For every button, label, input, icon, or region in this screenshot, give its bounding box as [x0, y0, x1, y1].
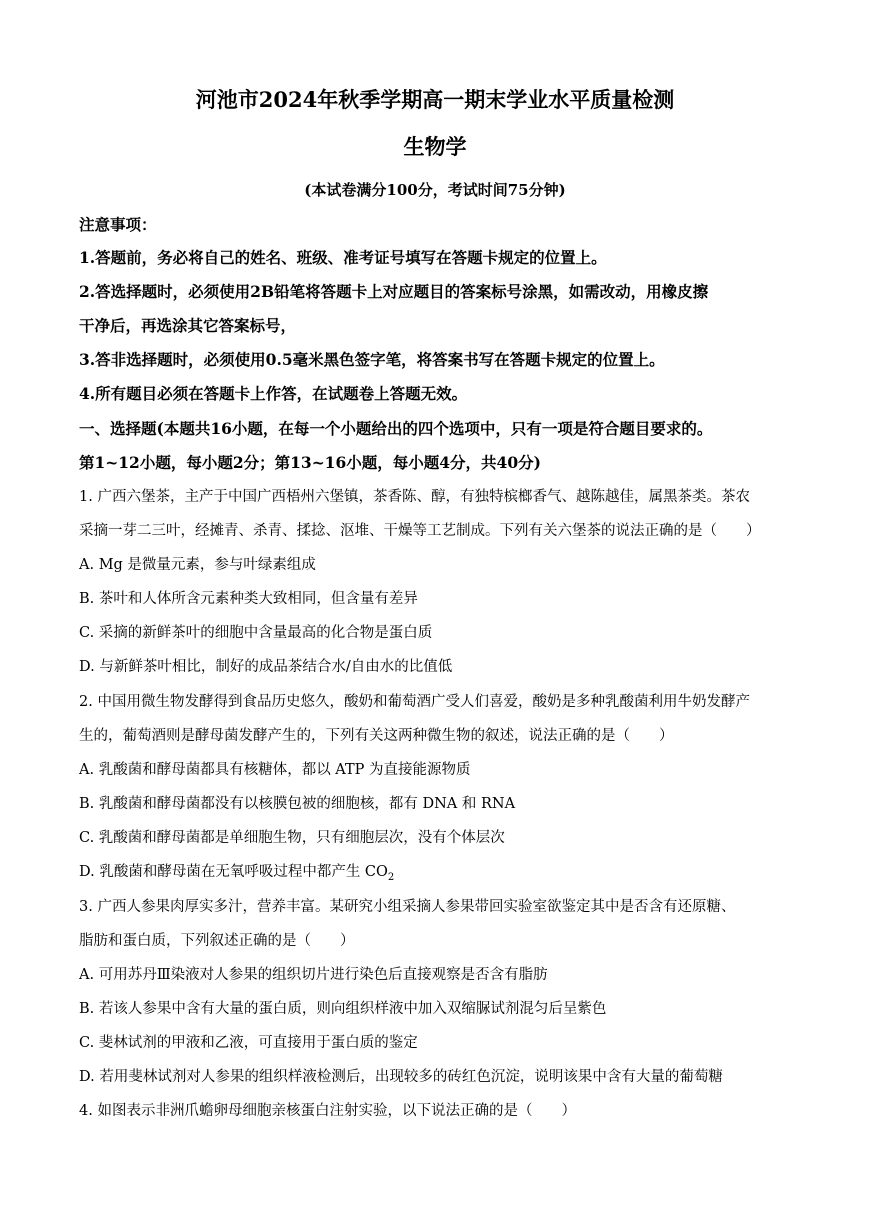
- question-option: A. 可用苏丹Ⅲ染液对人参果的组织切片进行染色后直接观察是否含有脂肪: [79, 967, 548, 983]
- notice-item: 干净后，再选涂其它答案标号，: [79, 316, 297, 335]
- question-option: C. 采摘的新鲜茶叶的细胞中含量最高的化合物是蛋白质: [79, 625, 433, 641]
- question-stem: 脂肪和蛋白质，下列叙述正确的是（ ）: [79, 933, 355, 949]
- question-option: A. Mg 是微量元素，参与叶绿素组成: [79, 557, 316, 573]
- notice-item: 4.所有题目必须在答题卡上作答，在试题卷上答题无效。: [79, 384, 468, 403]
- question-option: C. 乳酸菌和酵母菌都是单细胞生物，只有细胞层次，没有个体层次: [79, 830, 505, 846]
- question-stem: 3. 广西人参果肉厚实多汁，营养丰富。某研究小组采摘人参果带回实验室欲鉴定其中是否含有还原糖、: [79, 899, 736, 915]
- question-stem: 2. 中国用微生物发酵得到食品历史悠久，酸奶和葡萄酒广受人们喜爱，酸奶是多种乳酸菌利用牛奶发酵产: [79, 694, 750, 710]
- question-option-with-subscript: [79, 862, 394, 888]
- option-text: D. 乳酸菌和酵母菌在无氧呼吸过程中都产生 CO: [79, 864, 388, 880]
- notice-heading: 注意事项：: [79, 215, 157, 234]
- question-stem: 1. 广西六堡茶，主产于中国广西梧州六堡镇，茶香陈、醇，有独特槟榔香气、越陈越佳，属黑茶类。茶农: [79, 489, 750, 505]
- section-heading: 一、选择题(本题共16小题，在每一个小题给出的四个选项中，只有一项是符合题目要求的。: [79, 419, 713, 438]
- question-option: B. 乳酸菌和酵母菌都没有以核膜包被的细胞核，都有 DNA 和 RNA: [79, 796, 516, 812]
- question-option: C. 斐林试剂的甲液和乙液，可直接用于蛋白质的鉴定: [79, 1035, 418, 1051]
- notice-item: 2.答选择题时，必须使用2B铅笔将答题卡上对应题目的答案标号涂黑，如需改动，用橡皮擦: [79, 282, 709, 301]
- subject-title: 生物学: [403, 134, 467, 159]
- question-stem: 生的，葡萄酒则是酵母菌发酵产生的，下列有关这两种微生物的叙述，说法正确的是（ ）: [79, 728, 674, 744]
- notice-item: 3.答非选择题时，必须使用0.5毫米黑色签字笔，将答案书写在答题卡规定的位置上。: [79, 350, 665, 369]
- section-heading-continued: 第1~12小题，每小题2分；第13~16小题，每小题4分，共40分): [79, 453, 541, 472]
- subscript: 2: [387, 871, 395, 883]
- question-option: D. 与新鲜茶叶相比，制好的成品茶结合水/自由水的比值低: [79, 659, 453, 675]
- notice-item: 1.答题前，务必将自己的姓名、班级、准考证号填写在答题卡规定的位置上。: [79, 248, 607, 267]
- question-option: D. 若用斐林试剂对人参果的组织样液检测后，出现较多的砖红色沉淀，说明该果中含有大量的葡萄糖: [79, 1069, 723, 1085]
- question-option: A. 乳酸菌和酵母菌都具有核糖体，都以 ATP 为直接能源物质: [79, 762, 471, 778]
- exam-info: (本试卷满分100分，考试时间75分钟): [304, 181, 566, 199]
- exam-title: 河池市2024年秋季学期高一期末学业水平质量检测: [195, 87, 675, 112]
- question-option: B. 茶叶和人体所含元素种类大致相同，但含量有差异: [79, 591, 418, 607]
- question-option: B. 若该人参果中含有大量的蛋白质，则向组织样液中加入双缩脲试剂混匀后呈紫色: [79, 1001, 607, 1017]
- question-stem: 4. 如图表示非洲爪蟾卵母细胞亲核蛋白注射实验，以下说法正确的是（ ）: [79, 1103, 576, 1119]
- question-stem: 采摘一芽二三叶，经摊青、杀青、揉捻、沤堆、干燥等工艺制成。下列有关六堡茶的说法正确的是（ ）: [79, 523, 761, 539]
